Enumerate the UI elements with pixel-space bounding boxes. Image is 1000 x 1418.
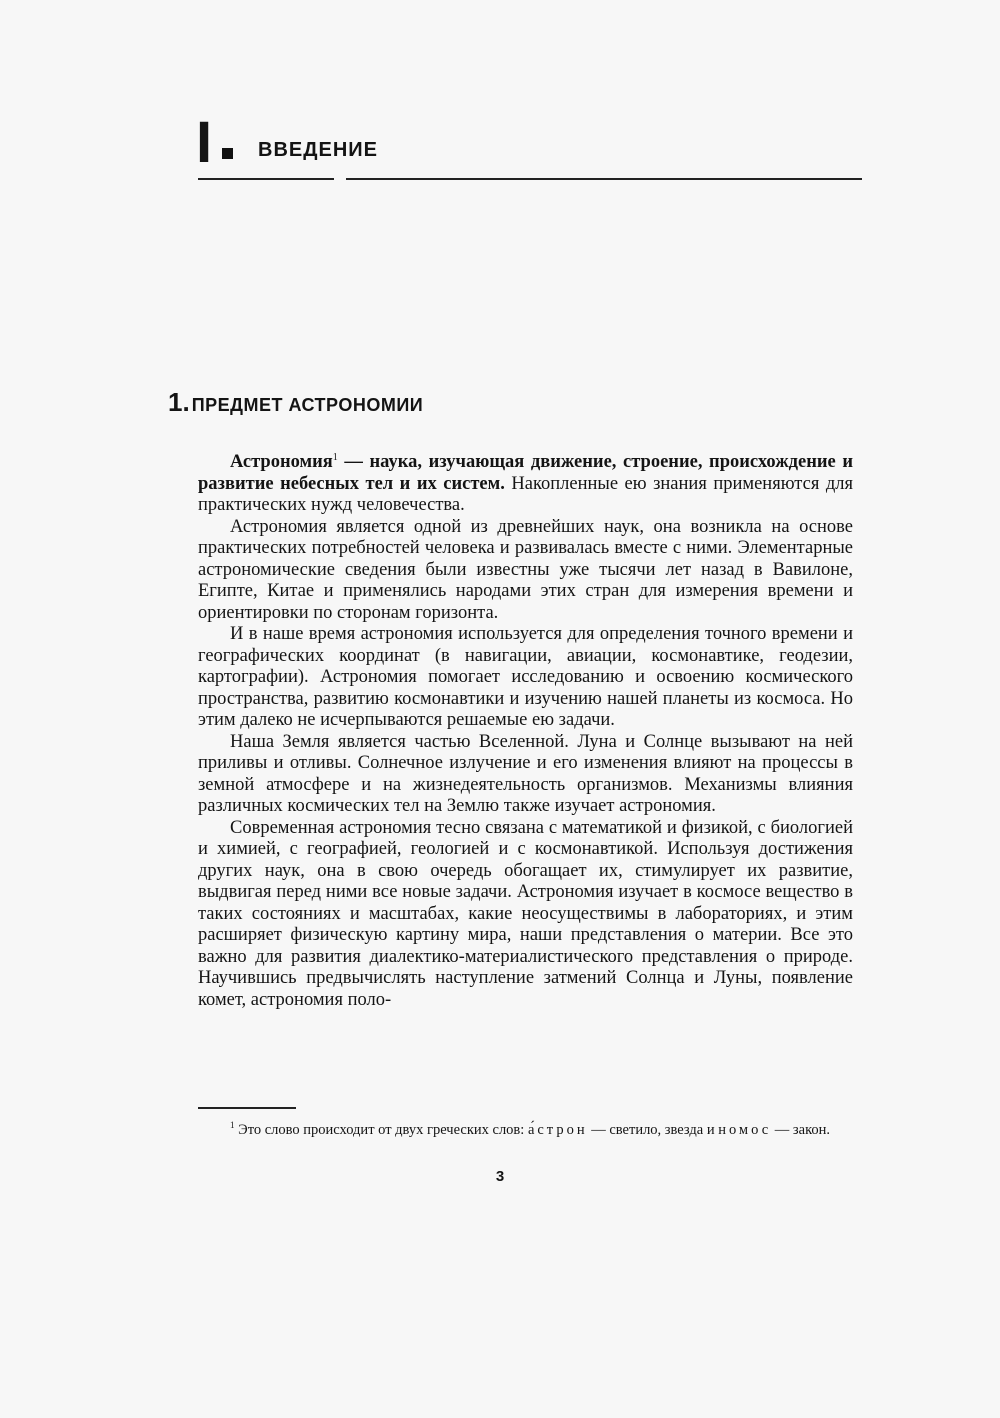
paragraph-text: Накопленные ею знания применяются для практических нужд человечества.	[198, 473, 853, 515]
footnote-greek-word: а́строн	[527, 1122, 588, 1138]
section-number: 1.	[168, 387, 190, 417]
chapter-bullet-icon	[222, 148, 233, 159]
footnote-reference: 1	[332, 451, 338, 463]
footnote	[198, 1120, 853, 1140]
paragraph	[198, 452, 853, 517]
chapter-rule-right	[346, 178, 862, 180]
term-astronomy: Астрономия	[230, 452, 333, 472]
footnote-greek-word: номос	[718, 1122, 772, 1138]
section-heading	[168, 388, 423, 421]
paragraph: Наша Земля является частью Вселенной. Луна и Солнце вызывают на ней приливы и отливы. Солнечное излучение и его изменения влияют на процессы в земной атмосфере и на жизнедеятельность организмов. Механизмы влияния различных космических тел на Землю также изучает астрономия.	[198, 731, 853, 816]
footnote-marker: 1	[230, 1120, 235, 1131]
body-text	[198, 452, 853, 1011]
definition-text: — наука, изучающая движение, строение, происхождение и развитие небесных тел и их систем.	[198, 452, 853, 494]
chapter-numeral: I	[196, 110, 213, 175]
paragraph: Современная астрономия тесно связана с математикой и физикой, с биологией и химией, с географией, геологией и с космонавтикой. Используя достижения других наук, она в свою очередь обогащает их, стимулирует их развитие, выдвигая перед ними все новые задачи. Астрономия изучает в космосе вещество в таких состояниях и масштабах, какие неосуществимы в лабораториях, и этим расширяет физическую картину мира, наши представления о материи. Все это важно для развития диалектико-материалистического представления о природе. Научившись предвычислять наступление затмений Солнца и Луны, появление комет, астрономия поло-	[198, 817, 853, 1010]
chapter-title: ВВЕДЕНИЕ	[258, 139, 378, 161]
paragraph: И в наше время астрономия используется для определения точного времени и географических координат (в навигации, авиации, космонавтике, геодезии, картографии). Астрономия помогает исследованию и освоению космического пространства, развитию космонавтики и изучению нашей планеты из космоса. Но этим далеко не исчерпываются решаемые ею задачи.	[198, 624, 853, 730]
footnote-text: — закон.	[771, 1122, 831, 1138]
footnote-rule	[198, 1107, 296, 1109]
paragraph: Астрономия является одной из древнейших наук, она возникла на основе практических потребностей человека и развивалась вместе с ними. Элементарные астрономические сведения были известны уже тысячи лет назад в Вавилоне, Египте, Китае и применялись народами этих стран для измерения времени и ориентировки по сторонам горизонта.	[198, 516, 853, 623]
section-title: ПРЕДМЕТ АСТРОНОМИИ	[191, 395, 424, 415]
chapter-rule-left	[198, 178, 334, 180]
footnote-text: — светило, звезда и	[587, 1122, 719, 1138]
page-number: 3	[495, 1168, 505, 1185]
footnote-text: Это слово происходит от двух греческих слов:	[234, 1122, 528, 1138]
